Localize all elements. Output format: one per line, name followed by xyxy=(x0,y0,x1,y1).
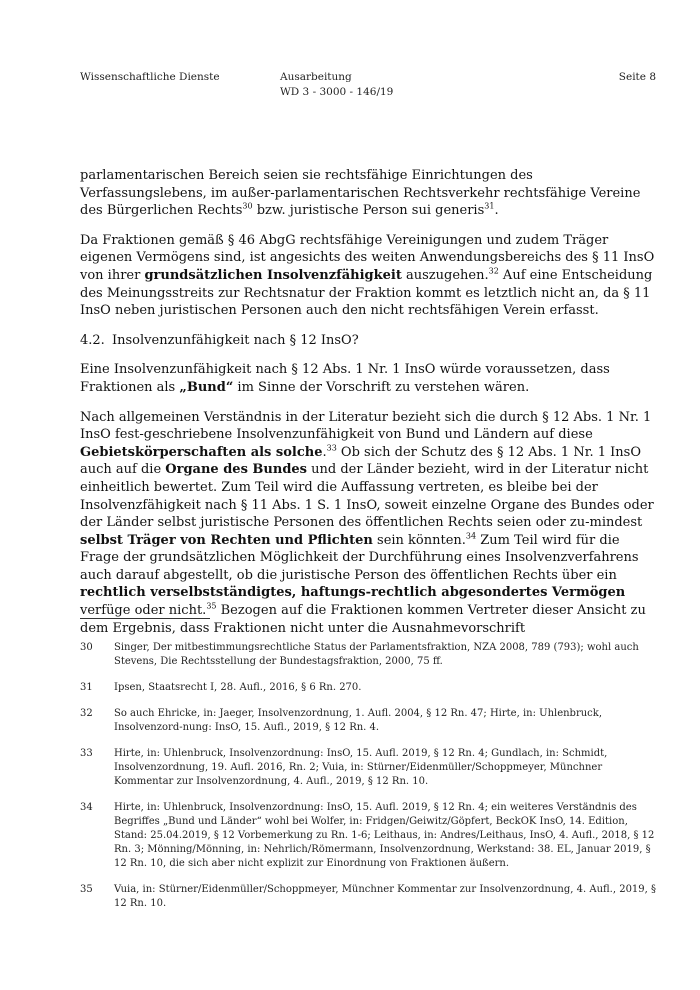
section-number: 4.2. xyxy=(80,332,105,348)
footnote-text: Vuia, in: Stürner/Eidenmüller/Schoppmeyer, Münchner Kommentar zur Insolvenzordnung, 4. Aufl., 2019, § 12 Rn. 10. xyxy=(114,884,657,909)
footnote-ref-34[interactable]: 34 xyxy=(465,531,477,541)
footnote-number: 32 xyxy=(80,708,93,719)
text-span: verfüge oder nicht. xyxy=(80,603,207,619)
bold-phrase: „Bund“ xyxy=(179,379,234,395)
header-page-number: Seite 8 xyxy=(618,71,656,83)
text-span: Nach allgemeinen Verständnis in der Literatur bezieht sich die durch § 12 Abs. 1 Nr. 1 InsO fest-geschriebene Insolvenzunfähigkeit von Bund und Ländern auf diese xyxy=(80,409,652,443)
text-span: Da Fraktionen gemäß § 46 AbgG rechtsfähige Vereinigungen und zudem Träger eigenen Vermögens sind, ist angesichts des weiten Anwendungsbereichs des § 11 InsO von ihrer xyxy=(80,232,655,283)
footnote-ref-30[interactable]: 30 xyxy=(242,201,253,211)
footnote xyxy=(80,707,660,735)
footnote-text: Hirte, in: Uhlenbruck, Insolvenzordnung: InsO, 15. Aufl. 2019, § 12 Rn. 4; Gundlach, in: Schmidt, Insolvenzordnung, 19. Aufl. 2016, Rn. 2; Vuia, in: Stürner/Eidenmüller/Schoppmeyer, Münchner Kommentar zur Insolvenzordnung, 4. Aufl., 2019, § 12 Rn. 10. xyxy=(114,748,608,787)
text-span: . xyxy=(494,203,499,219)
header-institution: Wissenschaftliche Dienste xyxy=(80,71,220,83)
header-doc-type: Ausarbeitung xyxy=(280,71,352,83)
bold-phrase: Organe des Bundes xyxy=(165,462,307,478)
header-document-info xyxy=(280,70,393,100)
footnote-separator xyxy=(80,618,210,619)
bold-phrase: grundsätzlichen Insolvenzfähigkeit xyxy=(144,267,402,283)
text-span: und der Länder bezieht, wird in der Literatur nicht einheitlich bewertet. Zum Teil wird die Auffassung vertreten, es bleibe bei der Insolvenzfähigkeit nach § 11 Abs. 1 S. 1 InsO, soweit einzelne Organe des Bundes oder der Länder selbst juristische Personen des öffentlichen Rechts seien oder zu-mindest xyxy=(80,462,654,531)
text-span: Eine Insolvenzunfähigkeit nach § 12 Abs. 1 Nr. 1 InsO würde voraussetzen, dass Fraktionen als xyxy=(80,362,610,395)
text-span: sein könnten. xyxy=(372,532,466,548)
bold-phrase: Gebietskörperschaften als solche xyxy=(80,444,323,460)
footnote xyxy=(80,883,660,911)
section-title: Insolvenzunfähigkeit nach § 12 InsO? xyxy=(112,332,359,348)
footnote-text: So auch Ehricke, in: Jaeger, Insolvenzordnung, 1. Aufl. 2004, § 12 Rn. 47; Hirte, in: Uhlenbruck, Insolvenzord-nung: InsO, 15. Aufl., 2019, § 12 Rn. 4. xyxy=(114,708,603,733)
paragraph-4 xyxy=(80,409,660,638)
footnote xyxy=(80,681,660,695)
footnote-number: 33 xyxy=(80,748,93,759)
footnote xyxy=(80,747,660,789)
section-heading xyxy=(80,332,660,350)
text-span: . xyxy=(322,444,327,460)
text-span: parlamentarischen Bereich seien sie rechtsfähige Einrichtungen des Verfassungslebens, im außer-parlamentarischen Rechtsverkehr rechtsfähige Vereine des Bürgerlichen Rechts xyxy=(80,168,641,219)
footnote-number: 30 xyxy=(80,642,93,653)
main-text xyxy=(80,167,660,649)
bold-phrase: rechtlich verselbstständigtes, haftungs-rechtlich abgesondertes Vermögen xyxy=(80,585,626,601)
footnote-number: 34 xyxy=(80,802,93,813)
footnote-number: 35 xyxy=(80,884,93,895)
text-span: bzw. juristische Person sui generis xyxy=(252,203,485,219)
text-span: Auf eine Entscheidung des Meinungsstreits zur Rechtsnatur der Fraktion kommt es letztlich nicht an, da § 11 InsO neben juristischen Personen auch den nicht rechtsfähigen Verein erfasst. xyxy=(80,267,653,319)
paragraph-2 xyxy=(80,232,660,320)
footnotes xyxy=(80,641,660,923)
paragraph-3 xyxy=(80,361,660,396)
text-span: auszugehen. xyxy=(401,267,489,283)
footnote-ref-33[interactable]: 33 xyxy=(326,443,337,453)
bold-phrase: selbst Träger von Rechten und Pflichten xyxy=(80,532,373,548)
footnote-ref-35[interactable]: 35 xyxy=(206,601,217,611)
text-span: Ob sich der Schutz des § 12 Abs. 1 Nr. 1 InsO auch auf die xyxy=(80,444,641,478)
text-span: Zum Teil wird für die Frage der grundsätzlichen Möglichkeit der Durchführung eines Insolvenzverfahrens auch darauf abgestellt, ob die juristische Person des öffentlichen Rechts über ein xyxy=(80,532,639,583)
footnote-text: Hirte, in: Uhlenbruck, Insolvenzordnung: InsO, 15. Aufl. 2019, § 12 Rn. 4; ein weiteres Verständnis des Begriffes „Bund und Länder“ wohl bei Wolfer, in: Fridgen/Geiwitz/Göpfert, BeckOK InsO, 14. Edition, Stand: 25.04.2019, § 12 Vorbemerkung zu Rn. 1-6; Leithaus, in: Andres/Leithaus, InsO, 4. Aufl., 2018, § 12 Rn. 3; Mönning/Mönning, in: Nehrlich/Römermann, Insolvenzordnung, Werkstand: 38. EL, Januar 2019, § 12 Rn. 10, die sich aber nicht explizit zur Einordnung von Fraktionen äußern. xyxy=(114,802,655,869)
footnote-number: 31 xyxy=(80,682,93,693)
footnote-ref-31[interactable]: 31 xyxy=(484,201,495,211)
footnote-ref-32[interactable]: 32 xyxy=(488,266,499,276)
footnote-text: Singer, Der mitbestimmungsrechtliche Status der Parlamentsfraktion, NZA 2008, 789 (793); wohl auch Stevens, Die Rechtsstellung der Bundestagsfraktion, 2000, 75 ff. xyxy=(114,642,639,667)
text-span: im Sinne der Vorschrift zu verstehen wären. xyxy=(233,379,530,395)
footnote xyxy=(80,801,660,871)
footnote xyxy=(80,641,660,669)
text-span: Bezogen auf die Fraktionen kommen Vertreter dieser Ansicht zu dem Ergebnis, dass Fraktionen nicht unter die Ausnahmevorschrift xyxy=(80,603,646,636)
footnote-text: Ipsen, Staatsrecht I, 28. Aufl., 2016, § 6 Rn. 270. xyxy=(114,682,362,693)
header-doc-number: WD 3 - 3000 - 146/19 xyxy=(280,86,394,98)
paragraph-1 xyxy=(80,167,660,220)
